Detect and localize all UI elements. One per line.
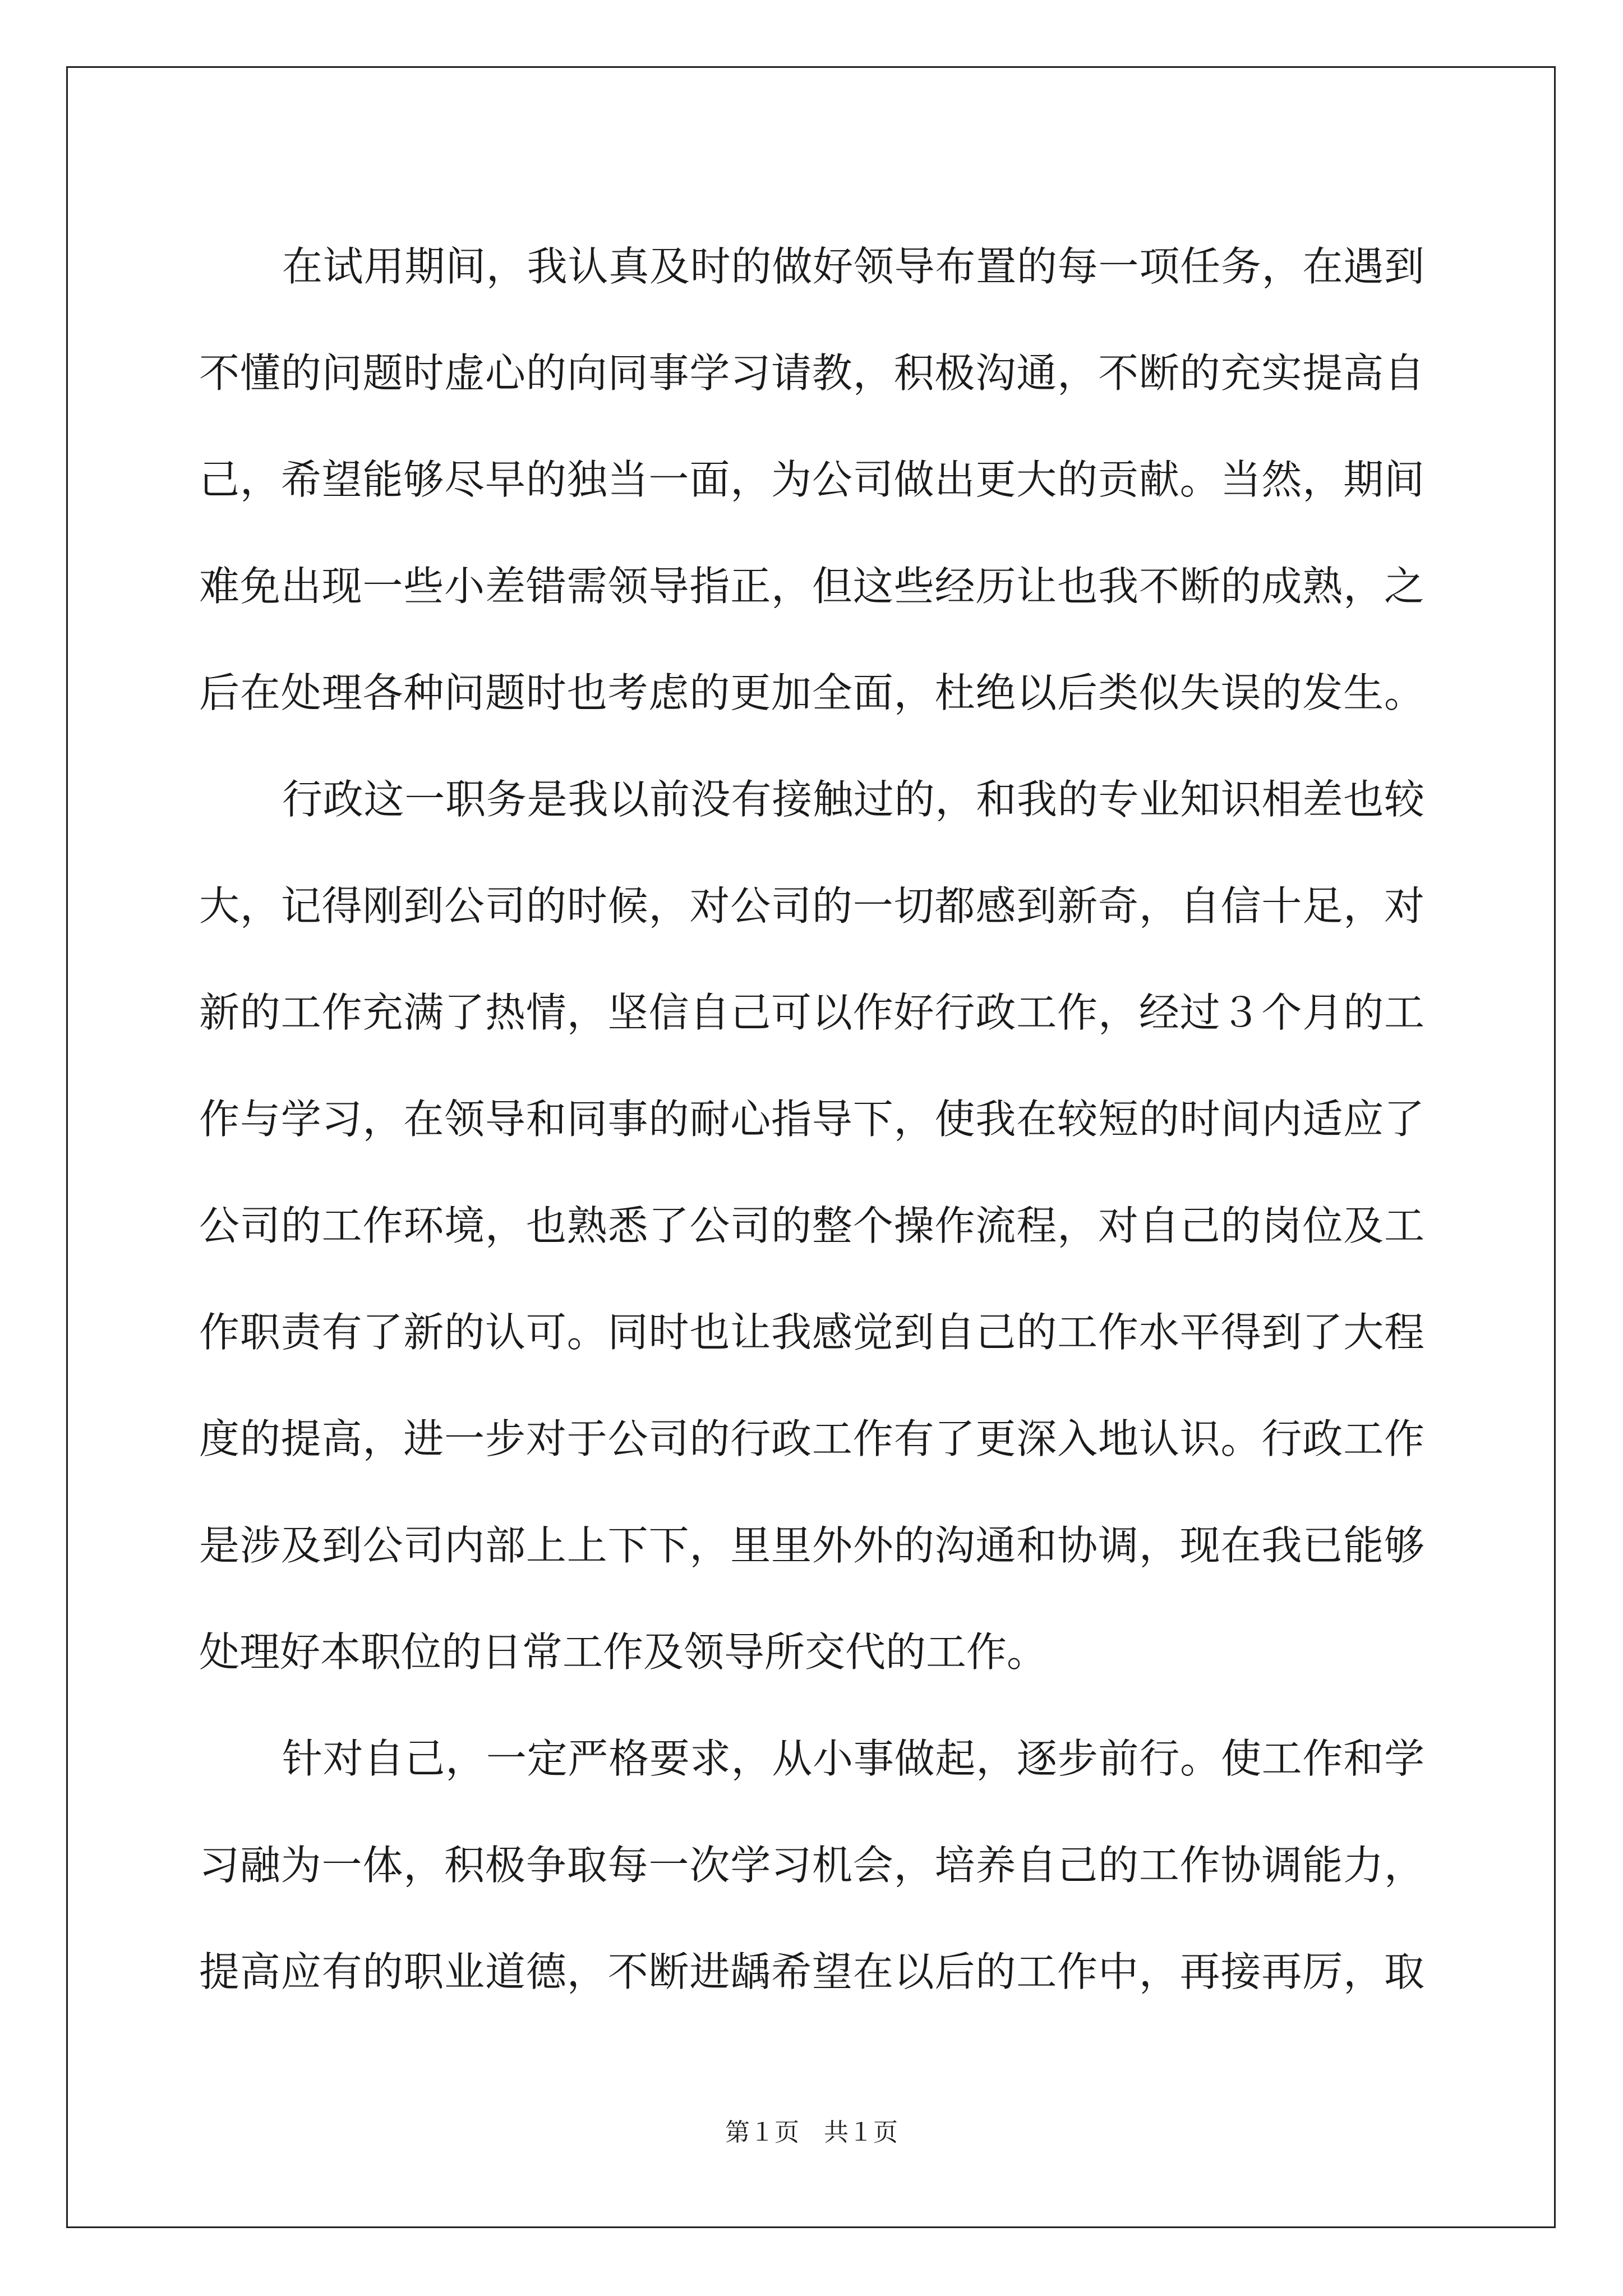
- text-line: 作职责有了新的认可。同时也让我感觉到自己的工作水平得到了大程: [199, 1309, 1424, 1356]
- text-line: 行政这一职务是我以前没有接触过的，和我的专业知识相差也较: [282, 776, 1424, 823]
- text-line: 公司的工作环境，也熟悉了公司的整个操作流程，对自己的岗位及工: [199, 1202, 1424, 1249]
- text-line: 作与学习，在领导和同事的耐心指导下，使我在较短的时间内适应了: [199, 1096, 1424, 1143]
- text-line: 己，希望能够尽早的独当一面，为公司做出更大的贡献。当然，期间: [199, 456, 1424, 503]
- text-line: 处理好本职位的日常工作及领导所交代的工作。: [199, 1628, 1048, 1676]
- page-footer: 第１页 共１页: [725, 2118, 898, 2147]
- text-line: 在试用期间，我认真及时的做好领导布置的每一项任务，在遇到: [282, 243, 1424, 290]
- text-line: 习融为一体，积极争取每一次学习机会，培养自己的工作协调能力，: [199, 1842, 1424, 1889]
- text-line: 提高应有的职业道德，不断进龋希望在以后的工作中，再接再厉，取: [199, 1948, 1424, 1995]
- text-line: 度的提高，进一步对于公司的行政工作有了更深入地认识。行政工作: [199, 1415, 1424, 1462]
- text-line: 是涉及到公司内部上上下下，里里外外的沟通和协调，现在我已能够: [199, 1522, 1424, 1569]
- text-line: 后在处理各种问题时也考虑的更加全面，杜绝以后类似失误的发生。: [199, 669, 1424, 716]
- paragraph: [199, 746, 1424, 1705]
- paragraph: [199, 1705, 1424, 2025]
- document-body: [199, 213, 1424, 2025]
- text-line: 大，记得刚到公司的时候，对公司的一切都感到新奇，自信十足，对: [199, 882, 1424, 930]
- text-line: 新的工作充满了热情，坚信自己可以作好行政工作，经过３个月的工: [199, 989, 1424, 1036]
- text-line: 针对自己，一定严格要求，从小事做起，逐步前行。使工作和学: [282, 1735, 1424, 1782]
- paragraph: [199, 213, 1424, 746]
- text-line: 难免出现一些小差错需领导指正，但这些经历让也我不断的成熟，之: [199, 563, 1424, 610]
- text-line: 不懂的问题时虚心的向同事学习请教，积极沟通，不断的充实提高自: [199, 349, 1424, 397]
